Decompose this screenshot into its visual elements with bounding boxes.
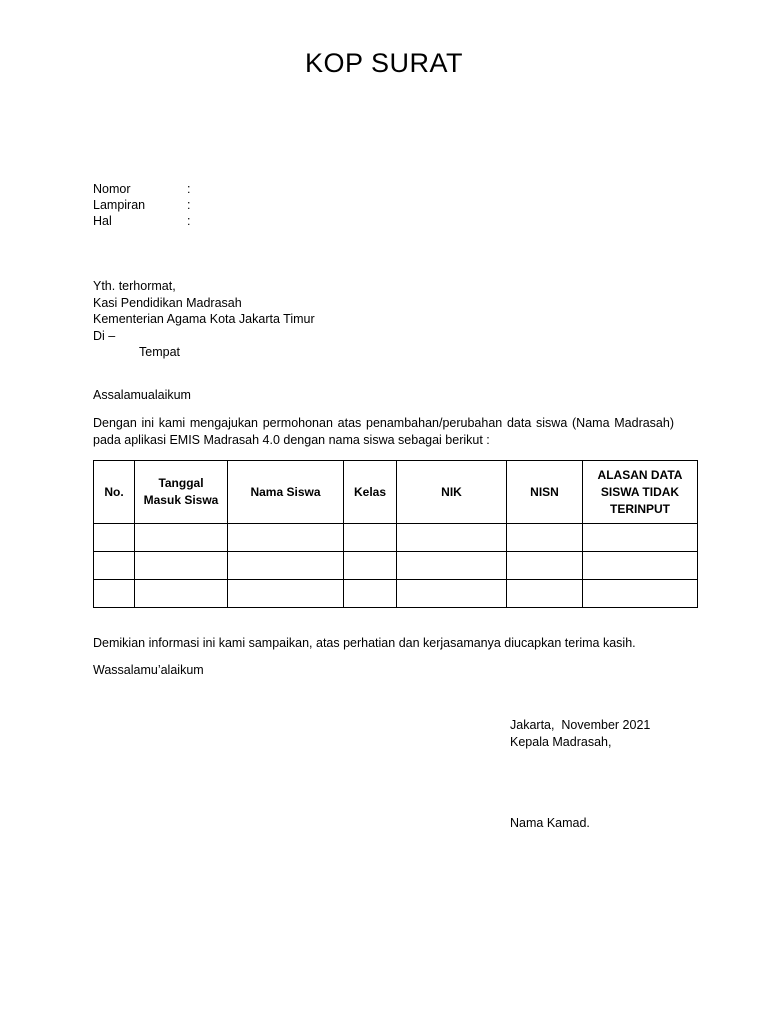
col-header-kelas: Kelas xyxy=(344,461,397,524)
table-cell xyxy=(583,552,698,580)
meta-row-nomor xyxy=(93,181,293,197)
col-header-nik: NIK xyxy=(397,461,507,524)
table-cell xyxy=(507,580,583,608)
table-cell xyxy=(228,580,344,608)
table-cell xyxy=(397,552,507,580)
table-cell xyxy=(397,580,507,608)
farewell: Wassalamu’alaikum xyxy=(93,663,204,677)
table-cell xyxy=(135,580,228,608)
table-cell xyxy=(507,552,583,580)
meta-label-nomor: Nomor xyxy=(93,182,131,196)
letterhead-title: KOP SURAT xyxy=(304,48,464,78)
signature-name: Nama Kamad. xyxy=(510,816,590,830)
table-cell xyxy=(94,524,135,552)
table-header-row xyxy=(94,461,698,524)
table-cell xyxy=(344,552,397,580)
meta-row-lampiran xyxy=(93,197,293,213)
table-row xyxy=(94,580,698,608)
recipient-salutation: Yth. terhormat, xyxy=(93,279,176,293)
col-header-no: No. xyxy=(94,461,135,524)
table-cell xyxy=(228,552,344,580)
table-cell xyxy=(135,552,228,580)
meta-row-hal xyxy=(93,213,293,229)
table-row xyxy=(94,524,698,552)
recipient-di: Di – xyxy=(93,328,116,343)
greeting: Assalamualaikum xyxy=(93,388,191,402)
recipient-block xyxy=(93,278,315,361)
recipient-place: Tempat xyxy=(139,345,180,359)
col-header-alasan: ALASAN DATA SISWA TIDAK TERINPUT xyxy=(583,461,698,524)
meta-label-hal: Hal xyxy=(93,214,112,228)
table-row xyxy=(94,552,698,580)
meta-colon-nomor: : xyxy=(187,182,191,196)
table-cell xyxy=(344,580,397,608)
closing-paragraph: Demikian informasi ini kami sampaikan, atas perhatian dan kerjasamanya diucapkan terima kasih. xyxy=(93,636,636,650)
table-cell xyxy=(228,524,344,552)
table-cell xyxy=(583,580,698,608)
col-header-tanggal: Tanggal Masuk Siswa xyxy=(135,461,228,524)
table-cell xyxy=(94,552,135,580)
table-cell xyxy=(135,524,228,552)
signature-position: Kepala Madrasah, xyxy=(510,734,612,749)
meta-colon-hal: : xyxy=(187,214,191,228)
table-cell xyxy=(507,524,583,552)
table-cell xyxy=(583,524,698,552)
signature-block xyxy=(510,717,650,750)
table-cell xyxy=(397,524,507,552)
recipient-title: Kasi Pendidikan Madrasah xyxy=(93,295,242,310)
meta-label-lampiran: Lampiran xyxy=(93,198,146,212)
col-header-nisn: NISN xyxy=(507,461,583,524)
col-header-nama: Nama Siswa xyxy=(228,461,344,524)
student-table xyxy=(93,460,698,608)
table-cell xyxy=(344,524,397,552)
recipient-office: Kementerian Agama Kota Jakarta Timur xyxy=(93,312,315,326)
letter-meta xyxy=(93,181,293,229)
meta-colon-lampiran: : xyxy=(187,198,191,212)
intro-paragraph: Dengan ini kami mengajukan permohonan atas penambahan/perubahan data siswa (Nama Madrasah) pada aplikasi EMIS Madrasah 4.0 dengan nama siswa sebagai berikut : xyxy=(93,416,674,447)
table-cell xyxy=(94,580,135,608)
signature-place-date: Jakarta, November 2021 xyxy=(510,718,651,732)
